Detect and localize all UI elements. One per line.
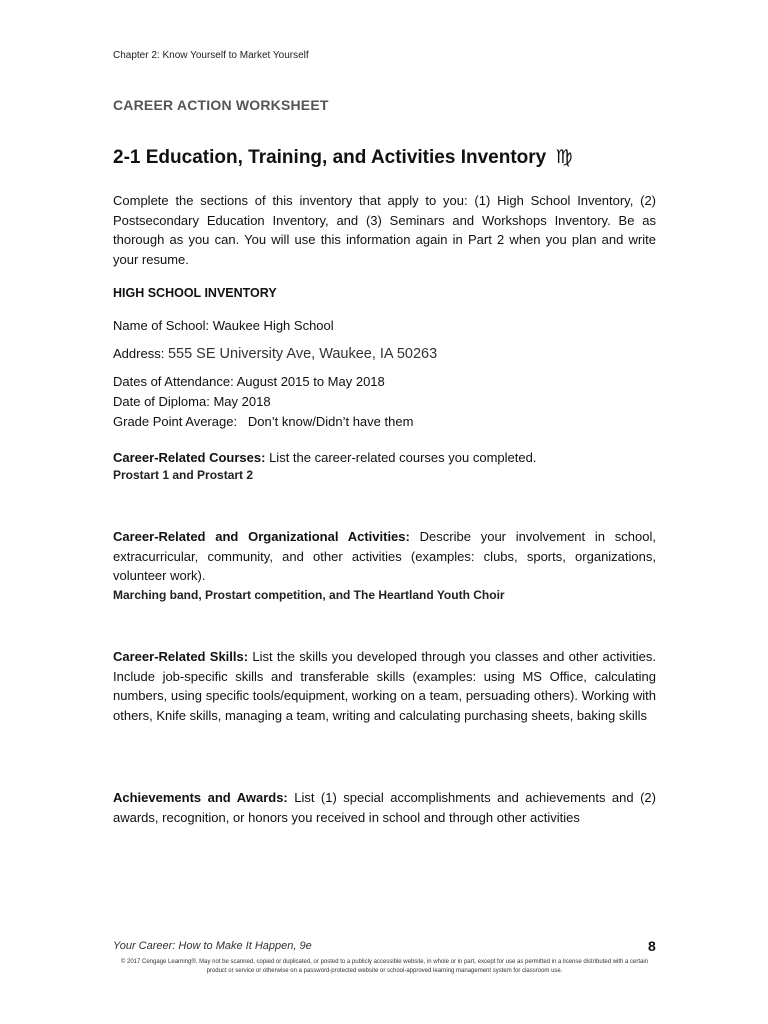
courses-section	[113, 448, 656, 468]
activities-answer: Marching band, Prostart competition, and The Heartland Youth Choir	[113, 588, 505, 602]
awards-prompt: List (1) special accomplishments and achievements and (2) awards, recognition, or honors you received in school and through other activities	[113, 790, 656, 825]
intro-paragraph: Complete the sections of this inventory that apply to you: (1) High School Inventory, (2) Postsecondary Education Inventory, and (3) Seminars and Workshops Inventory. Be as thorough as you can. You will use this information again in Part 2 when you plan and write your resume.	[113, 193, 656, 267]
courses-answer: Prostart 1 and Prostart 2	[113, 468, 254, 482]
diploma-date-row	[113, 392, 271, 412]
title-text: 2-1 Education, Training, and Activities Inventory	[113, 147, 547, 168]
school-name-row	[113, 316, 334, 336]
attendance-dates-row	[113, 372, 385, 392]
skills-prompt: List the skills you developed through you classes and other activities. Include job-specific skills and transferable skills (examples: using MS Office, calculating numbers, using specific tools/equipment, working on a team, persuading others).	[113, 649, 656, 703]
awards-section	[113, 788, 656, 827]
book-title: Your Career: How to Make It Happen, 9e	[113, 940, 312, 952]
address-row	[113, 344, 437, 365]
worksheet-label: CAREER ACTION WORKSHEET	[113, 97, 329, 113]
diploma-date-value: May 2018	[213, 394, 271, 409]
high-school-heading: HIGH SCHOOL INVENTORY	[113, 286, 277, 300]
activities-section	[113, 527, 656, 586]
attendance-dates-value: August 2015 to May 2018	[236, 374, 385, 389]
address-value: 555 SE University Ave, Waukee, IA 50263	[167, 346, 438, 362]
gpa-value: Don’t know/Didn’t have them	[247, 414, 414, 429]
courses-prompt: List the career-related courses you completed.	[269, 450, 537, 465]
skills-section	[113, 647, 656, 725]
chapter-header: Chapter 2: Know Yourself to Market Yourself	[113, 50, 309, 61]
page-title	[113, 146, 573, 169]
courses-label: Career-Related Courses:	[113, 450, 266, 465]
attendance-dates-label: Dates of Attendance:	[113, 374, 234, 389]
school-name-value: Waukee High School	[212, 318, 334, 333]
copyright-notice: © 2017 Cengage Learning®. May not be scanned, copied or duplicated, or posted to a publicly accessible website, in whole or in part, except for use as permitted in a license distributed with a certain product or service or otherwise on a password-protected website or school-approved learning management system for classroom use.	[120, 959, 649, 974]
page-number: 8	[648, 938, 656, 954]
gpa-row	[113, 412, 413, 432]
diploma-date-label: Date of Diploma:	[113, 394, 210, 409]
awards-label: Achievements and Awards:	[113, 790, 288, 805]
school-name-label: Name of School:	[113, 318, 210, 333]
skills-answer: Working with others, Knife skills, managing a team, writing and calculating purchasing sheets, baking skills	[113, 688, 656, 723]
activities-label: Career-Related and Organizational Activities:	[113, 529, 410, 544]
skills-label: Career-Related Skills:	[113, 649, 249, 664]
activities-prompt: Describe your involvement in school, extracurricular, community, and other activities (examples: clubs, sports, organizations, volunteer work).	[113, 529, 656, 583]
gpa-label: Grade Point Average:	[113, 414, 238, 429]
address-label: Address:	[113, 346, 165, 361]
virgo-symbol-icon: ♍	[555, 147, 573, 168]
